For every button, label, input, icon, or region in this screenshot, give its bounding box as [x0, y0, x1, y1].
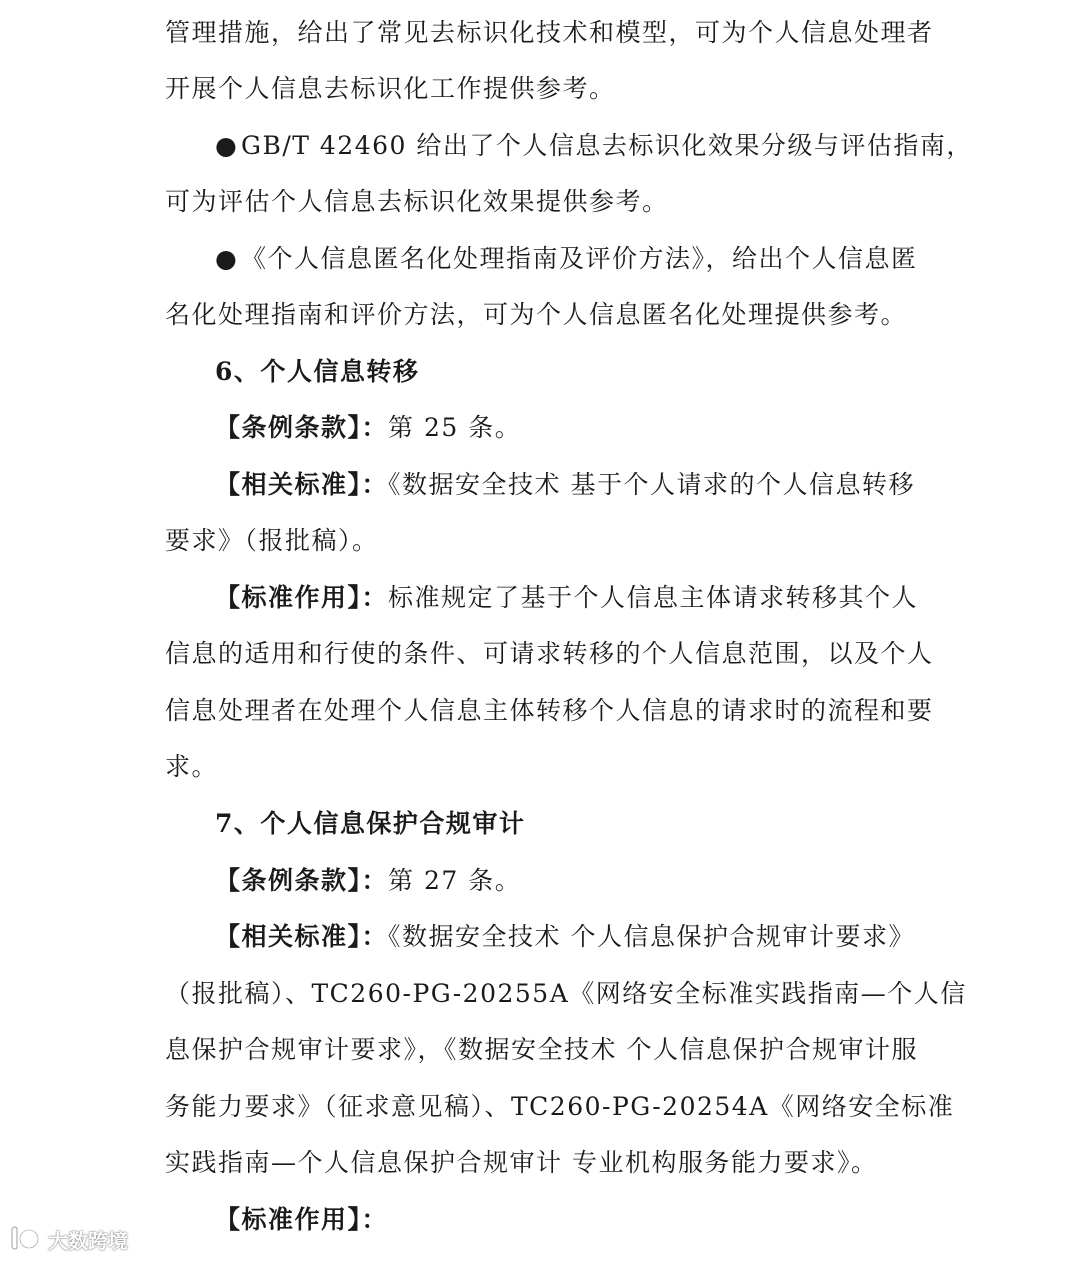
body-line: 名化处理指南和评价方法，可为个人信息匿名化处理提供参考。 — [165, 300, 908, 329]
standard-line — [215, 470, 967, 500]
body-line: （报批稿）、TC260-PG-20255A《网络安全标准实践指南—个人信 — [165, 979, 967, 1008]
bullet-text: GB/T 42460 给出了个人信息去标识化效果分级与评估指南， — [241, 131, 973, 160]
bullet-item — [215, 131, 973, 161]
clause-line — [215, 866, 967, 896]
clause-text: 第 25 条。 — [388, 413, 522, 442]
section-heading: 6、个人信息转移 — [215, 357, 420, 386]
role-line — [215, 583, 967, 613]
bullet-text: 《个人信息匿名化处理指南及评价方法》，给出个人信息匿 — [241, 244, 918, 273]
standard-line — [215, 922, 967, 952]
clause-text: 第 27 条。 — [388, 866, 522, 895]
body-line: 开展个人信息去标识化工作提供参考。 — [165, 74, 616, 103]
body-line: 务能力要求》（征求意见稿）、TC260-PG-20254A《网络安全标准 — [165, 1092, 955, 1121]
section-heading: 7、个人信息保护合规审计 — [215, 809, 526, 838]
body-line: 信息的适用和行使的条件、可请求转移的个人信息范围，以及个人 — [165, 639, 934, 668]
watermark-text: 大数跨境 — [48, 1228, 128, 1253]
body-line: 息保护合规审计要求》，《数据安全技术 个人信息保护合规审计服 — [165, 1035, 918, 1064]
standard-label: 【相关标准】： — [215, 922, 389, 951]
body-line: 信息处理者在处理个人信息主体转移个人信息的请求时的流程和要 — [165, 696, 934, 725]
role-text: 标准规定了基于个人信息主体请求转移其个人 — [388, 583, 919, 612]
watermark — [8, 1222, 128, 1256]
clause-label: 【条例条款】： — [215, 413, 389, 442]
standard-text: 《数据安全技术 基于个人请求的个人信息转移 — [388, 470, 915, 499]
bullet-item — [215, 244, 967, 274]
bullet-icon: ● — [215, 131, 239, 160]
bullet-icon: ● — [215, 244, 239, 273]
body-line: 可为评估个人信息去标识化效果提供参考。 — [165, 187, 669, 216]
standard-text: 《数据安全技术 个人信息保护合规审计要求》 — [388, 922, 915, 951]
body-line: 求。 — [165, 752, 219, 781]
brand-logo-icon — [8, 1224, 42, 1254]
body-line: 管理措施，给出了常见去标识化技术和模型，可为个人信息处理者 — [165, 18, 934, 47]
role-label: 【标准作用】： — [215, 583, 389, 612]
role-line — [215, 1205, 967, 1235]
clause-line — [215, 413, 967, 443]
body-line: 实践指南—个人信息保护合规审计 专业机构服务能力要求》。 — [165, 1148, 878, 1177]
body-line: 要求》（报批稿）。 — [165, 526, 379, 555]
standard-label: 【相关标准】： — [215, 470, 389, 499]
role-label: 【标准作用】： — [215, 1205, 389, 1234]
clause-label: 【条例条款】： — [215, 866, 389, 895]
